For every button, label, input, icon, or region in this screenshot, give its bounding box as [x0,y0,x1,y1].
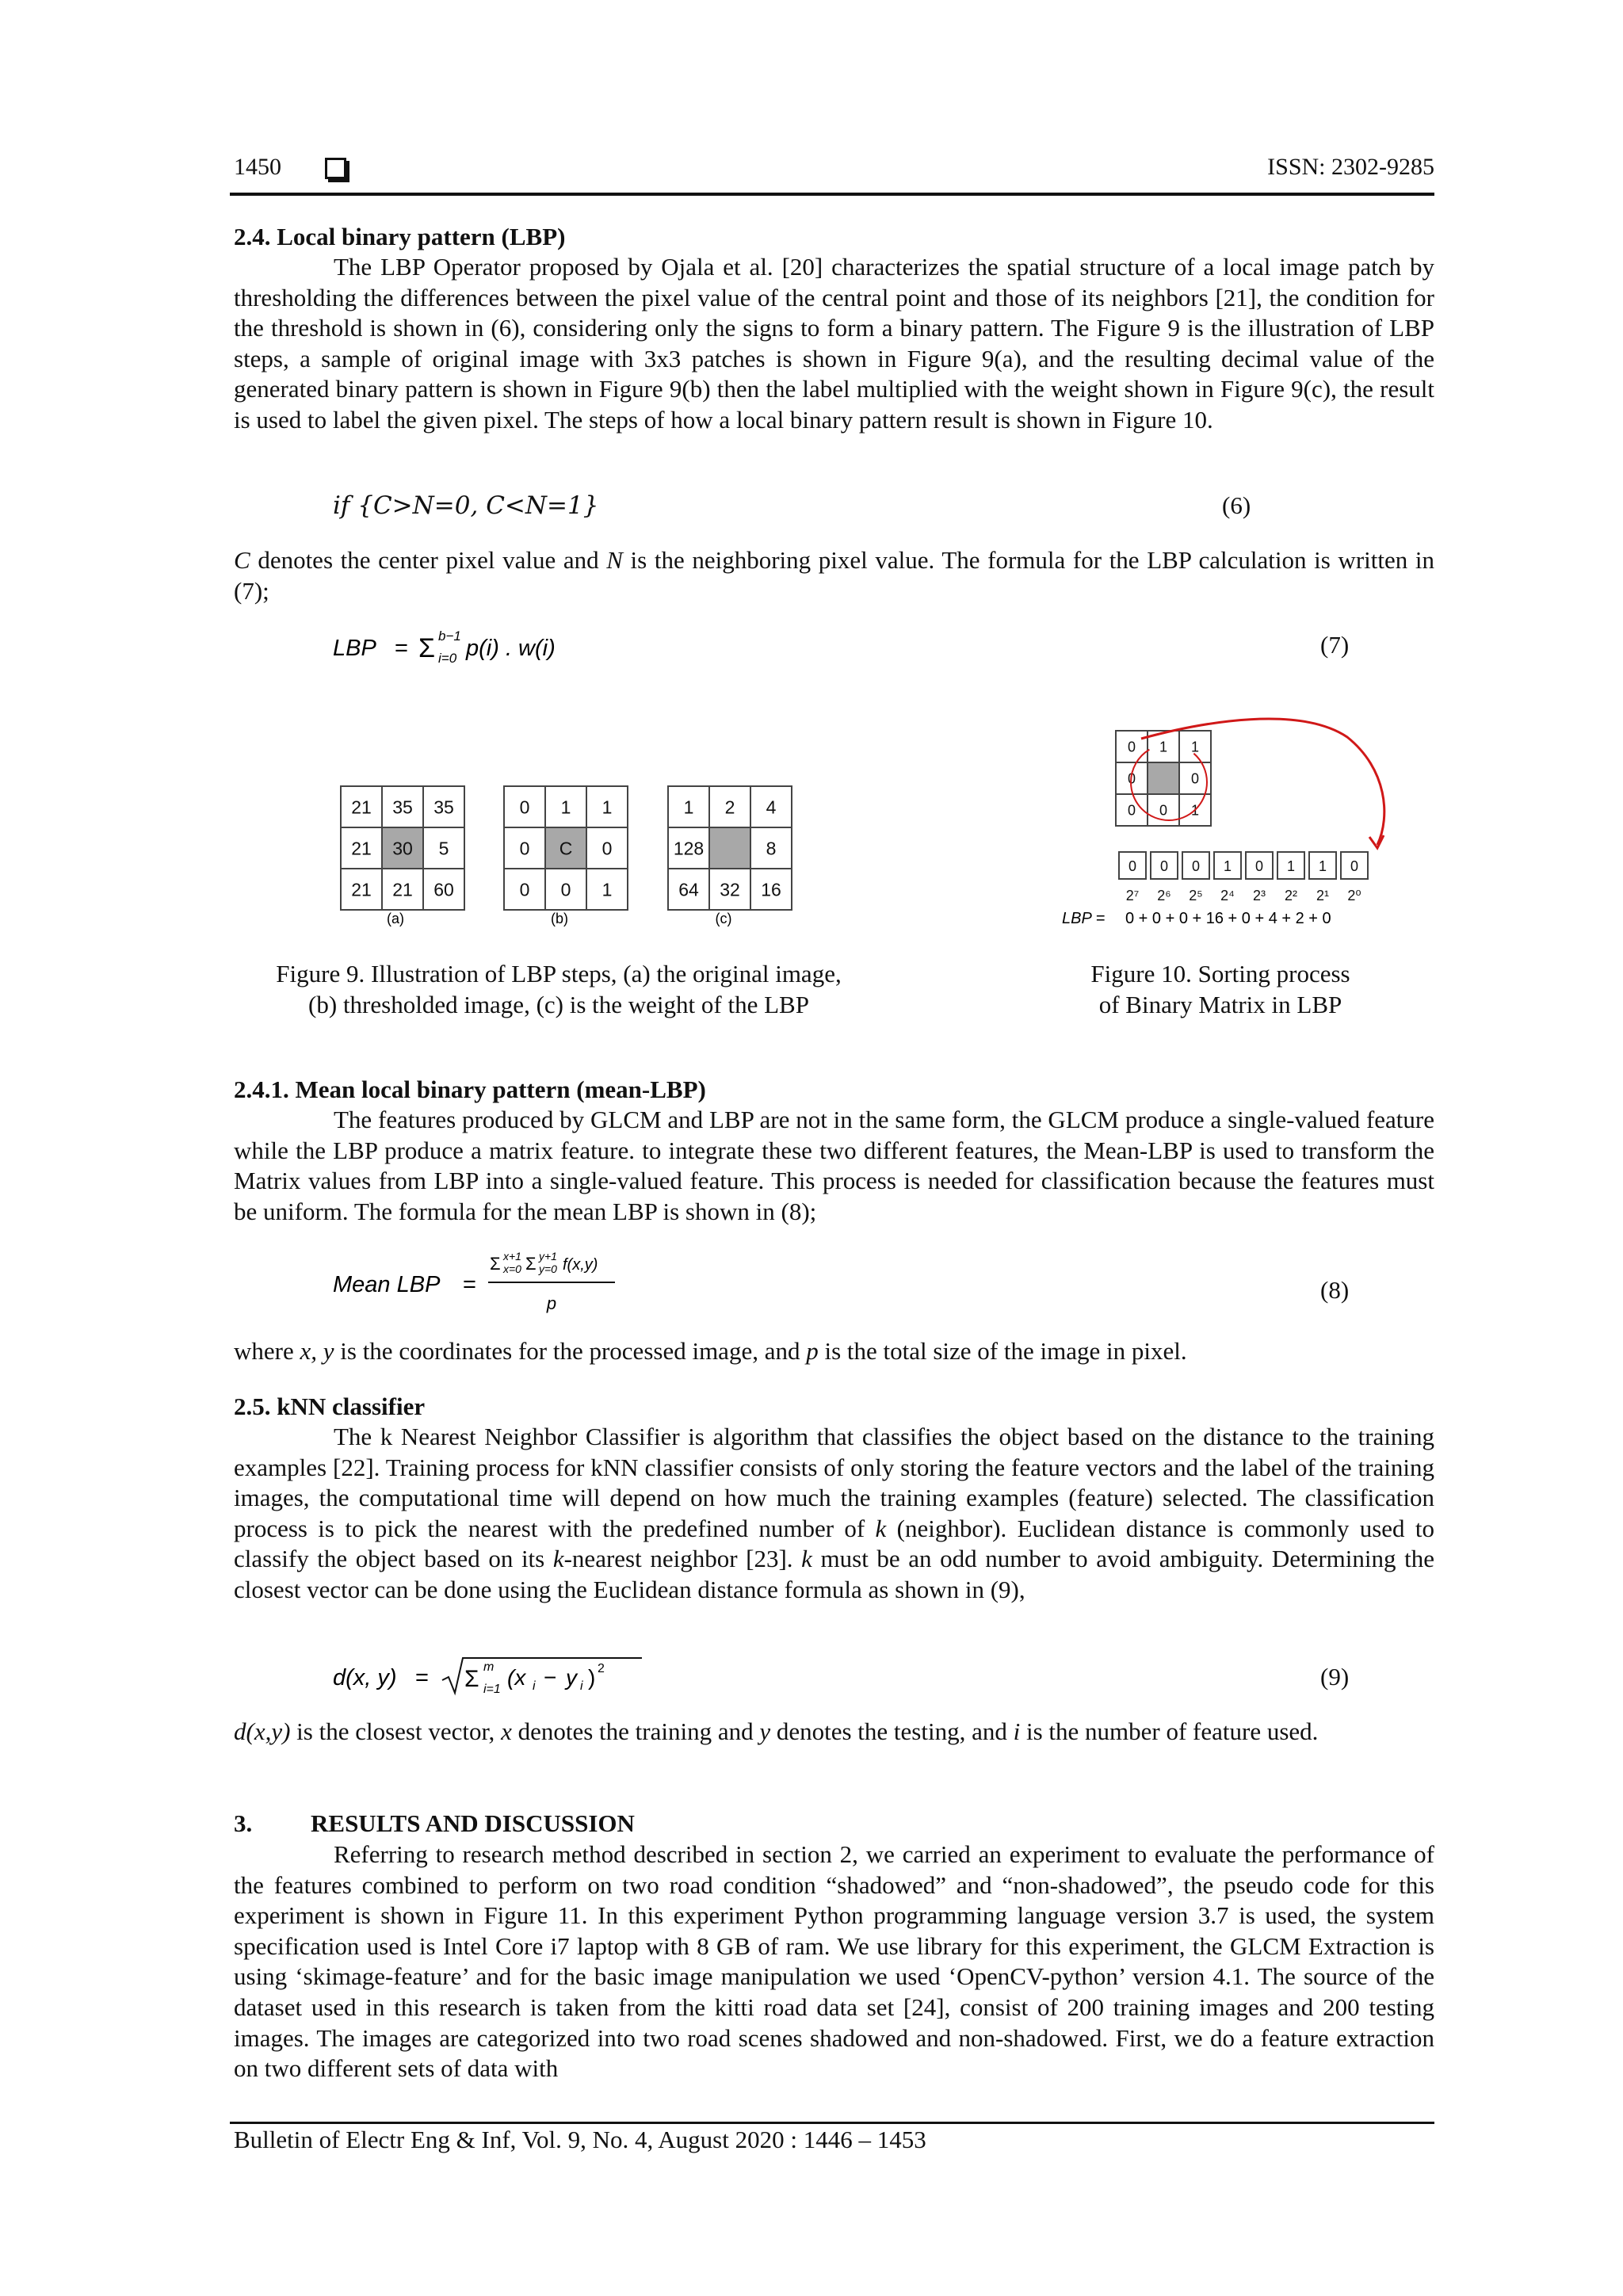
svg-text:−: − [544,1665,557,1690]
binary-row-value: 0 [1350,858,1359,874]
svg-text:Σ: Σ [525,1254,537,1274]
svg-text:i=1: i=1 [483,1683,501,1696]
figure-10-weights [1126,888,1361,904]
text-fragment: where [234,1337,300,1365]
svg-text:): ) [588,1665,596,1690]
figure-9 [333,777,808,935]
section-3-paragraph: Referring to research method described in section 2, we carried an experiment to evaluate the performance of the features combined to perform on two road condition “shadowed” and “non-shadowed”, the pseudo code for this experiment is shown in Figure 11. In this experiment Python programming language version 3.7 is used, the system specification used is Intel Core i7 laptop with 8 GB of ram. We use library for this experiment, the GLCM Extraction is using ‘skimage-feature’ and for the basic image manipulation we used ‘OpenCV-python’ version 4.1. The source of the dataset used in this research is taken from the kitti road data set [24], consist of 200 training images and 200 testing images. The images are categorized into two road scenes shadowed and non-shadowed. First, we do a feature extraction on two different sets of data with [234,1840,1434,2083]
svg-text:LBP: LBP [333,636,376,661]
text-fragment: -nearest neighbor [23]. [563,1545,802,1573]
binary-row-value: 1 [1223,858,1232,874]
text-fragment: The k Nearest Neighbor Classifier is algorithm that classifies the object based on the distance to the training examples [22]. Training process for kNN classifier consists of only storing the feature vectors and the label of the training images, the computational time will depend on how much the training examples (feature) selected. The classification process is to pick the nearest with the predefined number of [234,1423,1434,1542]
svg-text:m: m [483,1660,495,1674]
var-n: N [606,546,623,574]
text-fragment: is the coordinates for the processed image, and [334,1337,807,1365]
figure-10-caption [1030,959,1411,1020]
svg-text:p(i) . w(i): p(i) . w(i) [466,636,556,661]
svg-text:i=0: i=0 [438,651,457,666]
var-k: k [552,1545,564,1573]
figure-9c-value: 4 [766,797,777,818]
figure-9a-value: 5 [438,838,449,859]
equation-6-explanation [234,545,1434,606]
figure-9a-value: 21 [392,879,413,900]
text-fragment: denotes the center pixel value and [250,546,607,574]
figure-9c-value: 32 [720,879,740,900]
svg-text:f(x,y): f(x,y) [563,1256,598,1274]
equation-8 [333,1246,808,1325]
caption-line: Figure 9. Illustration of LBP steps, (a) the original image, [276,960,842,988]
var-p: p [806,1337,819,1365]
equation-8-render [333,1246,808,1325]
journal-issn: ISSN: 2302-9285 [1267,154,1434,180]
binary-row-value: 1 [1286,858,1296,874]
svg-text:(x: (x [507,1665,526,1690]
figure-9c-label: (c) [715,911,732,926]
figure-9a-value: 21 [351,879,372,900]
weight-label: 2⁶ [1157,888,1171,904]
text-fragment: (neighbor). Euclidean distance is commonly used to classify the object based on its [234,1514,1434,1573]
figure-10-grid-value: 0 [1127,770,1136,787]
figure-9c-cell [709,827,750,869]
svg-text:Σ: Σ [464,1666,479,1692]
section-heading-2-5: 2.5. kNN classifier [234,1392,426,1420]
svg-text:y=0: y=0 [539,1263,557,1275]
figure-9-caption [234,959,884,1020]
figure-10-binary-row [1119,852,1368,879]
figure-9b-value: 0 [601,838,613,859]
figure-10 [1046,690,1411,935]
var-k: k [801,1545,812,1573]
equation-9-render [333,1653,729,1701]
footer-citation: Bulletin of Electr Eng & Inf, Vol. 9, No. 4, August 2020 : 1446 – 1453 [234,2126,926,2153]
svg-text:x+1: x+1 [503,1250,521,1263]
figure-9a-value: 21 [351,838,372,859]
text-fragment: denotes the training and [511,1717,760,1745]
figure-9c-value: 1 [683,797,694,818]
figure-9c-value: 2 [724,797,735,818]
svg-text:=: = [463,1272,476,1297]
figure-10-grid-cell [1148,762,1179,794]
binary-row-value: 0 [1191,858,1201,874]
figure-10-sum: 0 + 0 + 0 + 16 + 0 + 4 + 2 + 0 [1125,910,1331,927]
var-i: i [1013,1717,1021,1745]
svg-text:=: = [395,636,408,661]
svg-text:i: i [533,1679,536,1693]
weight-label: 2¹ [1316,888,1330,904]
figure-9b-label: (b) [551,911,568,926]
svg-text:=: = [415,1665,429,1690]
svg-text:2: 2 [598,1662,605,1675]
svg-text:i: i [580,1679,583,1693]
figure-9a-grid [341,786,464,910]
figure-9a-value: 35 [392,797,413,818]
figure-9c-value: 64 [678,879,699,900]
binary-row-value: 1 [1318,858,1327,874]
equation-7-number: (7) [1320,631,1350,659]
equation-6-number: (6) [1222,491,1251,519]
text-fragment: is the number of feature used. [1020,1717,1319,1745]
figure-9c-value: 16 [761,879,781,900]
figure-9b-value: 1 [601,797,613,818]
var-c: C [234,546,250,574]
square-bullet-icon [325,158,346,179]
figure-9a-value: 35 [433,797,454,818]
weight-label: 2⁵ [1189,888,1203,904]
figure-9b-value: 0 [519,838,530,859]
equation-8-denominator: p [546,1293,557,1313]
caption-line: Figure 10. Sorting process [1090,960,1350,988]
weight-label: 2² [1284,888,1298,904]
binary-row-value: 0 [1159,858,1169,874]
weight-label: 2³ [1252,888,1266,904]
weight-label: 2⁷ [1125,888,1140,904]
figure-9b-value: 0 [560,879,571,900]
figure-9a-value: 60 [433,879,454,900]
equation-8-explanation [234,1336,1434,1367]
svg-text:Σ: Σ [418,633,436,663]
section-heading-3: RESULTS AND DISCUSSION [311,1809,635,1837]
var-x: x [501,1717,512,1745]
svg-text:b−1: b−1 [438,628,461,644]
figure-10-lbp-label: LBP = [1062,910,1106,927]
equation-6: if {C>N=0, C<N=1} [333,491,599,520]
text-fragment: denotes the testing, and [770,1717,1014,1745]
figure-9b-value: 0 [519,879,530,900]
figure-10-grid-value: 1 [1159,739,1168,755]
figure-9b-value: 1 [560,797,571,818]
svg-text:x=0: x=0 [503,1263,521,1275]
weight-label: 2⁰ [1347,888,1361,904]
equation-9 [333,1653,729,1701]
figure-10-grid [1116,731,1211,826]
figure-10-grid-value: 0 [1127,802,1136,819]
figure-9a-value: 21 [351,797,372,818]
equation-7-render [333,628,729,667]
var-dxy: d(x,y) [234,1717,291,1745]
text-fragment: is the closest vector, [290,1717,502,1745]
caption-line: (b) thresholded image, (c) is the weight of the LBP [308,990,809,1018]
section-heading-2-4: 2.4. Local binary pattern (LBP) [234,223,566,250]
svg-text:d(x, y): d(x, y) [333,1665,397,1690]
figure-10-grid-value: 0 [1190,770,1200,787]
text-fragment: is the neighboring pixel value. The formula for the LBP calculation is written in (7); [234,546,1434,605]
svg-text:Σ: Σ [490,1254,501,1274]
section-2-4-paragraph: The LBP Operator proposed by Ojala et al. [20] characterizes the spatial structure of a local image patch by thresholding the differences between the pixel value of the central point and those of its neighbors [21], the condition for the threshold is shown in (6), considering only the signs to form a binary pattern. The Figure 9 is the illustration of LBP steps, a sample of original image with 3x3 patches is shown in Figure 9(a), and the resulting decimal value of the generated binary pattern is shown in Figure 9(b) then the label multiplied with the weight shown in Figure 9(c), the result is used to label the given pixel. The steps of how a local binary pattern result is shown in Figure 10. [234,253,1434,434]
section-2-4-1-paragraph: The features produced by GLCM and LBP are not in the same form, the GLCM produce a single-valued feature while the LBP produce a matrix feature. to integrate these two different features, the Mean-LBP is used to transform the Matrix values from LBP into a single-valued feature. This process is needed for classification because the features must be uniform. The formula for the mean LBP is shown in (8); [234,1106,1434,1225]
figure-9a-label: (a) [387,911,404,926]
caption-line: of Binary Matrix in LBP [1098,990,1342,1018]
svg-text:Mean LBP: Mean LBP [333,1272,441,1297]
var-y: y [759,1717,771,1745]
footer-rule [230,2122,1434,2124]
binary-row-value: 0 [1128,858,1137,874]
figure-9b-value: 1 [601,879,613,900]
figure-10-grid-value: 1 [1190,739,1200,755]
figure-10-grid-value: 0 [1159,802,1168,819]
weight-label: 2⁴ [1220,888,1235,904]
section-2-5-paragraph [234,1422,1434,1606]
arrowhead-icon [1369,835,1384,848]
binary-row-value: 0 [1254,858,1264,874]
figure-9c-value: 128 [673,838,705,859]
var-k: k [875,1514,887,1542]
figure-9c-value: 8 [766,838,777,859]
figure-9b-value: 0 [519,797,530,818]
section-number-3: 3. [234,1809,253,1837]
var-xy: x, y [300,1337,334,1365]
figure-9c-grid [668,786,792,910]
equation-8-number: (8) [1320,1276,1350,1304]
equation-7 [333,628,729,667]
equation-9-number: (9) [1320,1663,1350,1690]
section-heading-2-4-1: 2.4.1. Mean local binary pattern (mean-LBP) [234,1075,706,1103]
svg-text:y: y [566,1665,577,1690]
page-number: 1450 [234,154,281,180]
equation-9-explanation [234,1717,1434,1748]
text-fragment: is the total size of the image in pixel. [818,1337,1187,1365]
svg-text:y+1: y+1 [539,1250,557,1263]
header-rule [230,193,1434,196]
figure-9a-value: 30 [392,838,413,859]
figure-10-grid-value: 0 [1127,739,1136,755]
text-fragment: must be an odd number to avoid ambiguity. Determining the closest vector can be done using the Euclidean distance formula as shown in (9), [234,1545,1434,1603]
figure-9b-grid [504,786,628,910]
figure-9b-value: C [559,838,573,859]
figure-10-grid-value: 1 [1190,802,1200,819]
